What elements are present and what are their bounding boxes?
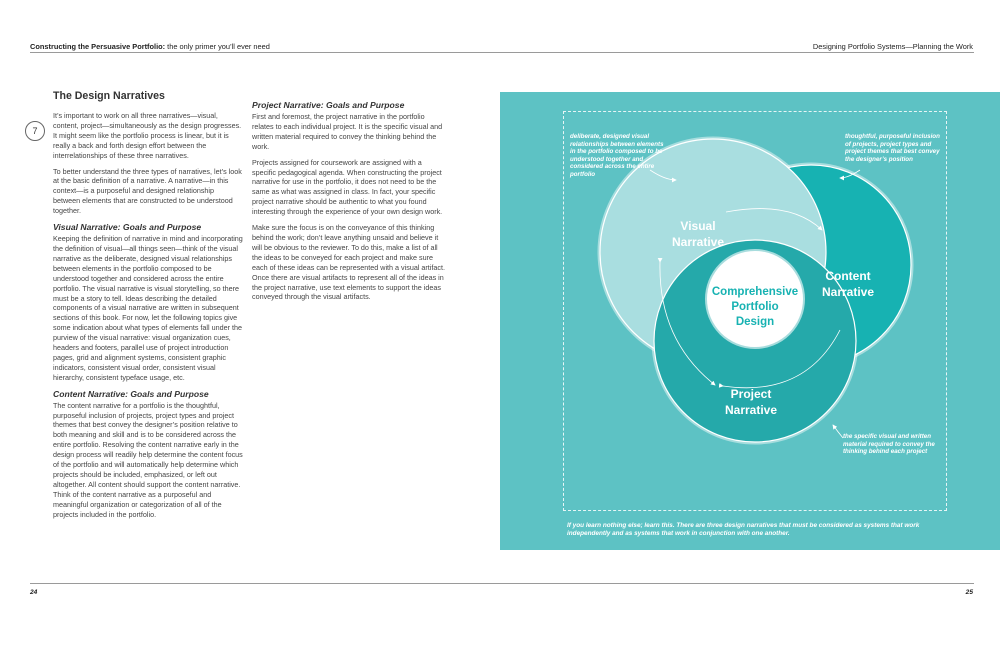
definition-paragraph: To better understand the three types of narratives, let’s look at the basic definition of a narrative. A narrative—in this context—is a purposeful and designed relationship between elements that are constructed to be understood together. bbox=[53, 166, 242, 216]
content-narrative-paragraph: The content narrative for a portfolio is the thoughtful, purposeful inclusion of projects, project types and project themes that best convey the designer’s position relative to both meaning and skill and is to be considered across the entire portfolio. Resolving the content narrative early in the design process will readily help determine the content focus of the portfolio and will automatically help determine which projects should be included, emphasized, or left out altogether. All content should support the content narrative. Think of the content narrative as a purposeful and meaningful organization or categorization of all of the projects included in the portfolio. bbox=[53, 400, 243, 519]
center-label-line-3: Design bbox=[735, 316, 775, 328]
visual-narrative-annotation: deliberate, designed visual relationships between elements in the portfolio composed to be understood together and considered across the entire portfolio bbox=[570, 133, 664, 178]
visual-label-line-2: Narrative bbox=[671, 235, 725, 249]
center-label-line-2: Portfolio bbox=[731, 301, 779, 313]
center-label-line-1: Comprehensive bbox=[711, 286, 799, 298]
running-header-left: Constructing the Persuasive Portfolio: the only primer you’ll ever need bbox=[30, 42, 270, 51]
right-page-number: 25 bbox=[965, 589, 973, 596]
running-header-right: Designing Portfolio Systems—Planning the Work bbox=[812, 42, 973, 51]
diagram-caption: If you learn nothing else; learn this. There are three design narratives that must be considered as systems that work independently and as systems that work in conjunction with one another. bbox=[567, 522, 920, 537]
section-title: The Design Narratives bbox=[53, 90, 165, 102]
visual-narrative-paragraph: Keeping the definition of narrative in mind and incorporating the definition of visual—all things seen—think of the visual narrative as the deliberate, designed visual relationships between elements in the portfolio composed to be understood together and considered across the entire portfolio. The visual narrative is visual storytelling, so there must be a story to tell. Ideas describing the detailed components of a visual narrative are written in subsequent sections of this book. For now, let the following topics give some indication about what types of elements fall under the purview of the visual narrative: visual organization cues, headers and footers, parallel use of project introduction pages, grid and alignment systems, consistent graphic indicators, consistent visual order, consistent visual hierarchy, consistent typeface usage, etc. bbox=[53, 234, 243, 382]
content-label-line-1: Content bbox=[825, 269, 871, 283]
intro-paragraph: It’s important to work on all three narratives—visual, content, project—simultaneously as the design progresses. It might seem like the portfolio process is linear, but it is really a back and forth design effort between the interrelationships of these three narratives. bbox=[53, 111, 242, 160]
project-paragraph-2: Projects assigned for coursework are assigned with a specific pedagogical agenda. When constructing the project narrative for use in the portfolio, it does not need to be the same as what was assigned in class. In fact, your specific project narrative should be authentic to what you found interesting through the experience of your own design work. bbox=[252, 157, 443, 217]
content-label-line-2: Narrative bbox=[821, 285, 875, 299]
left-page-number: 24 bbox=[30, 589, 38, 596]
project-annotation-leader bbox=[833, 425, 843, 438]
content-narrative-annotation: thoughtful, purposeful inclusion of projects, project types and project themes that best convey the designer’s position bbox=[845, 133, 940, 163]
project-paragraph-1: First and foremost, the project narrative in the portfolio relates to each individual project. It is the specific visual and written material required to convey the thinking behind the work. bbox=[252, 112, 443, 151]
project-narrative-heading: Project Narrative: Goals and Purpose bbox=[252, 100, 405, 110]
visual-label-line-1: Visual bbox=[680, 219, 716, 233]
visual-narrative-heading: Visual Narrative: Goals and Purpose bbox=[53, 222, 202, 233]
project-label-line-1: Project bbox=[730, 387, 772, 401]
section-number-marker: 7 bbox=[25, 121, 45, 141]
footer-rule bbox=[30, 583, 974, 584]
content-narrative-heading: Content Narrative: Goals and Purpose bbox=[53, 388, 209, 399]
project-label-line-2: Narrative bbox=[724, 403, 778, 417]
project-paragraph-3: Make sure the focus is on the conveyance of this thinking behind the work; don’t leave anything unsaid and believe it will be obvious to the reviewer. To do this, make a list of all the ideas to be conveyed for each project and make sure each of these ideas can be represented with a visual artifact. Once there are visual artifacts to represent all of the ideas in the project narrative, use text elements to support the ideas conveyed through the visual artifacts. bbox=[252, 223, 445, 302]
center-circle bbox=[707, 251, 803, 347]
project-narrative-annotation: the specific visual and written material required to convey the thinking behind each project bbox=[843, 433, 935, 456]
